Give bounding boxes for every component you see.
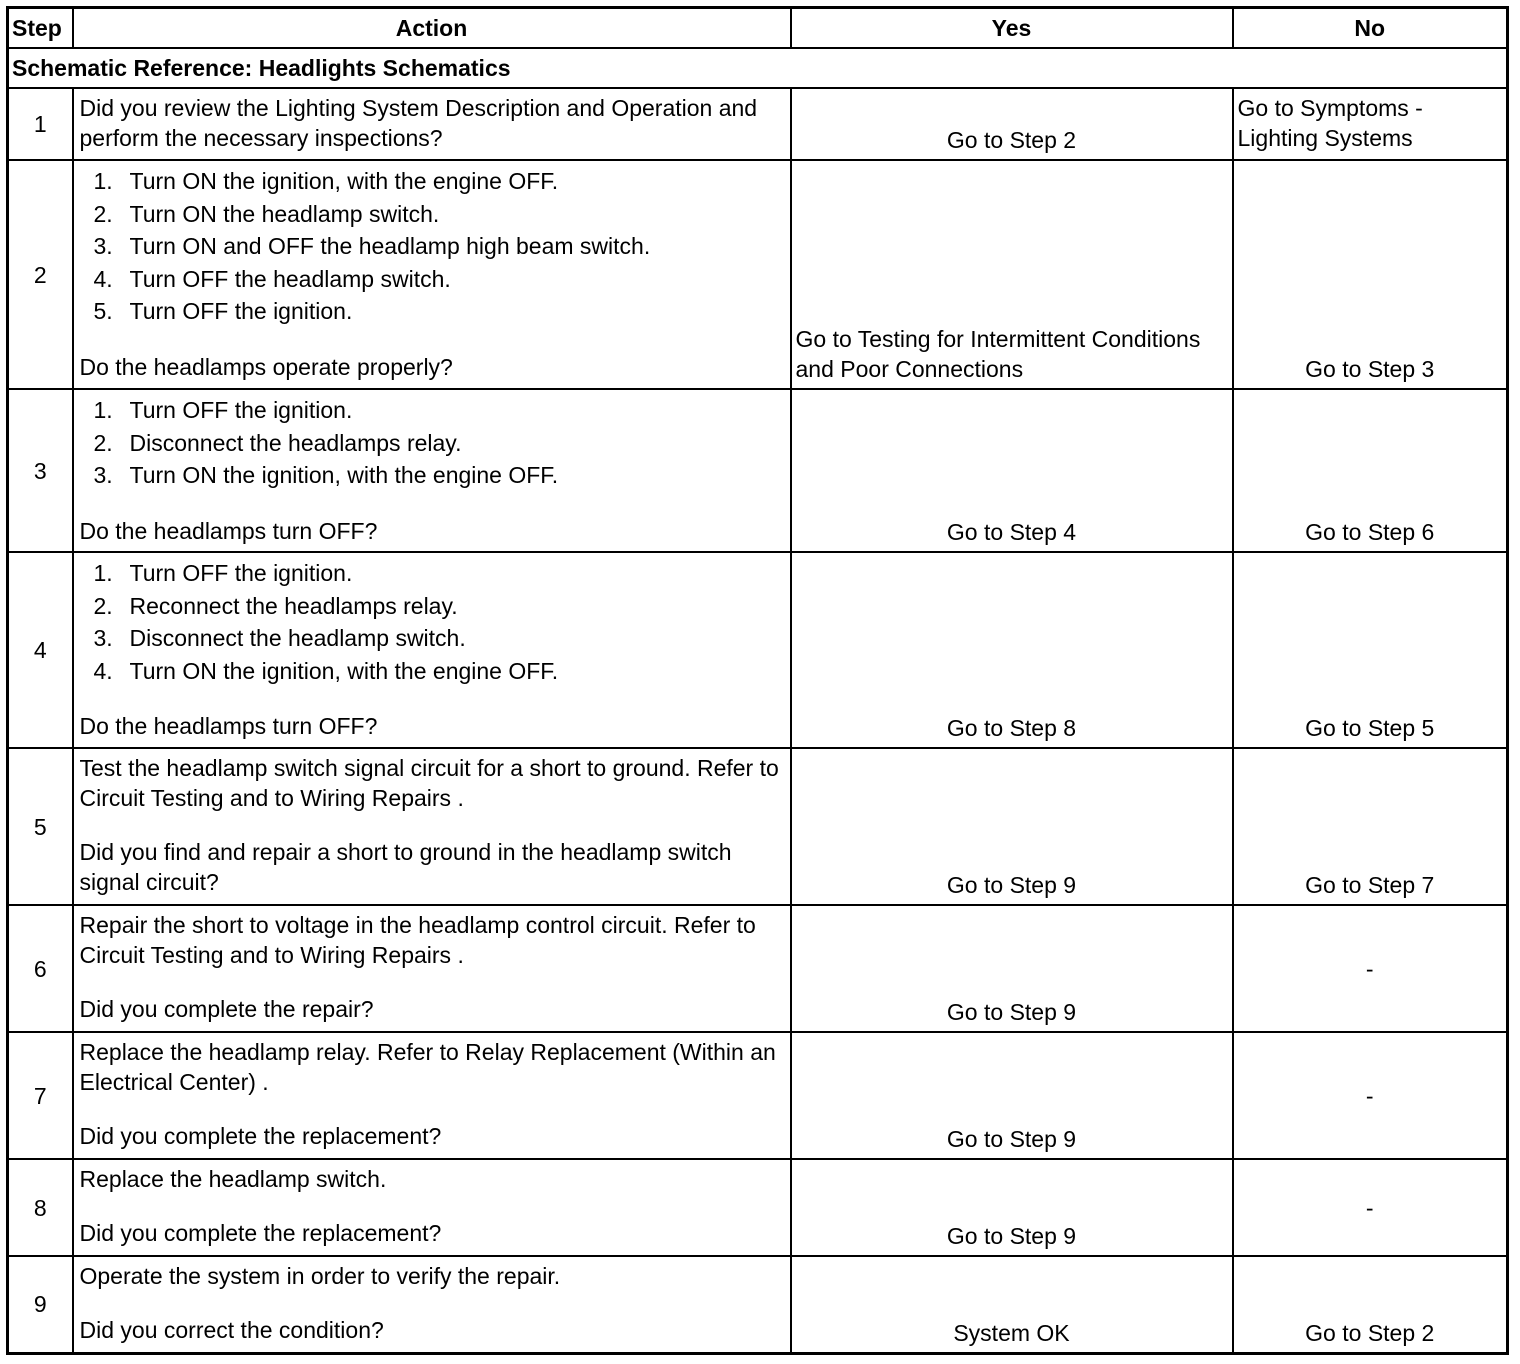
header-row — [8, 8, 1508, 49]
table-row — [8, 748, 1508, 905]
question-text: Did you complete the repair? — [79, 996, 374, 1022]
table-row — [8, 1256, 1508, 1353]
header-action: Action — [73, 8, 791, 49]
step-number: 9 — [8, 1256, 73, 1353]
yes-cell: Go to Step 9 — [791, 905, 1233, 1032]
no-cell: Go to Step 2 — [1233, 1256, 1508, 1353]
no-cell: Go to Step 7 — [1233, 748, 1508, 905]
question-text: Did you complete the replacement? — [79, 1123, 442, 1149]
action-cell — [73, 160, 791, 389]
action-cell — [73, 905, 791, 1032]
header-step: Step — [8, 8, 73, 49]
action-text: Test the headlamp switch signal circuit for a short to ground. Refer to Circuit Testing and to Wiring Repairs . — [79, 755, 779, 811]
table-row — [8, 88, 1508, 160]
instruction-list — [80, 165, 784, 328]
table-row — [8, 905, 1508, 1032]
instruction-item: 3. Turn ON and OFF the headlamp high beam switch. — [93, 233, 651, 259]
table-row — [8, 160, 1508, 389]
header-yes: Yes — [791, 8, 1233, 49]
yes-cell: Go to Step 8 — [791, 552, 1233, 748]
step-number: 1 — [8, 88, 73, 160]
table-row — [8, 1159, 1508, 1256]
schematic-reference-row — [8, 48, 1508, 88]
action-text: Repair the short to voltage in the headlamp control circuit. Refer to Circuit Testing and to Wiring Repairs . — [79, 912, 756, 968]
question-text: Do the headlamps turn OFF? — [79, 517, 378, 544]
table-row — [8, 1032, 1508, 1159]
step-number: 7 — [8, 1032, 73, 1159]
no-cell: Go to Step 6 — [1233, 389, 1508, 552]
action-text: Operate the system in order to verify the repair. — [79, 1263, 561, 1289]
no-cell: Go to Symptoms - Lighting Systems — [1233, 88, 1508, 160]
instruction-item: 1. Turn ON the ignition, with the engine OFF. — [93, 168, 559, 194]
action-text: Replace the headlamp switch. — [79, 1166, 387, 1192]
yes-cell: Go to Step 9 — [791, 1032, 1233, 1159]
action-cell — [73, 389, 791, 552]
instruction-item: 3. Disconnect the headlamp switch. — [93, 625, 466, 651]
no-cell: Go to Step 5 — [1233, 552, 1508, 748]
action-cell — [73, 552, 791, 748]
step-number: 5 — [8, 748, 73, 905]
no-cell: - — [1233, 905, 1508, 1032]
step-number: 3 — [8, 389, 73, 552]
question-text: Do the headlamps operate properly? — [79, 353, 453, 380]
action-text: Replace the headlamp relay. Refer to Relay Replacement (Within an Electrical Center) . — [79, 1039, 776, 1095]
question-text: Did you correct the condition? — [79, 1317, 384, 1343]
action-cell — [73, 1159, 791, 1256]
no-cell: - — [1233, 1159, 1508, 1256]
table-row — [8, 552, 1508, 748]
table-row — [8, 389, 1508, 552]
action-cell — [73, 1032, 791, 1159]
yes-cell: Go to Testing for Intermittent Conditions and Poor Connections — [791, 160, 1233, 389]
instruction-item: 4. Turn OFF the headlamp switch. — [93, 265, 451, 292]
instruction-item: 2. Disconnect the headlamps relay. — [93, 429, 462, 456]
action-text: Did you review the Lighting System Description and Operation and perform the necessary inspections? — [79, 95, 758, 151]
yes-cell: Go to Step 4 — [791, 389, 1233, 552]
action-cell — [73, 88, 791, 160]
instruction-item: 1. Turn OFF the ignition. — [93, 560, 353, 586]
yes-cell: Go to Step 9 — [791, 748, 1233, 905]
diagnostic-table-wrapper — [6, 6, 1509, 1355]
schematic-reference: Schematic Reference: Headlights Schematics — [8, 48, 1508, 88]
step-number: 6 — [8, 905, 73, 1032]
instruction-item: 5. Turn OFF the ignition. — [93, 298, 353, 324]
instruction-item: 1. Turn OFF the ignition. — [93, 397, 353, 423]
header-no: No — [1233, 8, 1508, 49]
action-cell — [73, 748, 791, 905]
yes-cell: Go to Step 2 — [791, 88, 1233, 160]
question-text: Did you find and repair a short to ground in the headlamp switch signal circuit? — [79, 839, 732, 895]
instruction-list — [80, 394, 784, 492]
yes-cell: System OK — [791, 1256, 1233, 1353]
question-text: Did you complete the replacement? — [79, 1220, 442, 1246]
no-cell: - — [1233, 1032, 1508, 1159]
step-number: 2 — [8, 160, 73, 389]
yes-cell: Go to Step 9 — [791, 1159, 1233, 1256]
action-cell — [73, 1256, 791, 1353]
instruction-item: 2. Reconnect the headlamps relay. — [93, 592, 458, 619]
no-cell: Go to Step 3 — [1233, 160, 1508, 389]
instruction-list — [80, 557, 784, 687]
instruction-item: 4. Turn ON the ignition, with the engine OFF. — [93, 657, 559, 684]
question-text: Do the headlamps turn OFF? — [79, 713, 378, 739]
step-number: 4 — [8, 552, 73, 748]
diagnostic-table — [6, 6, 1509, 1355]
step-number: 8 — [8, 1159, 73, 1256]
instruction-item: 3. Turn ON the ignition, with the engine OFF. — [93, 462, 559, 488]
instruction-item: 2. Turn ON the headlamp switch. — [93, 200, 440, 227]
